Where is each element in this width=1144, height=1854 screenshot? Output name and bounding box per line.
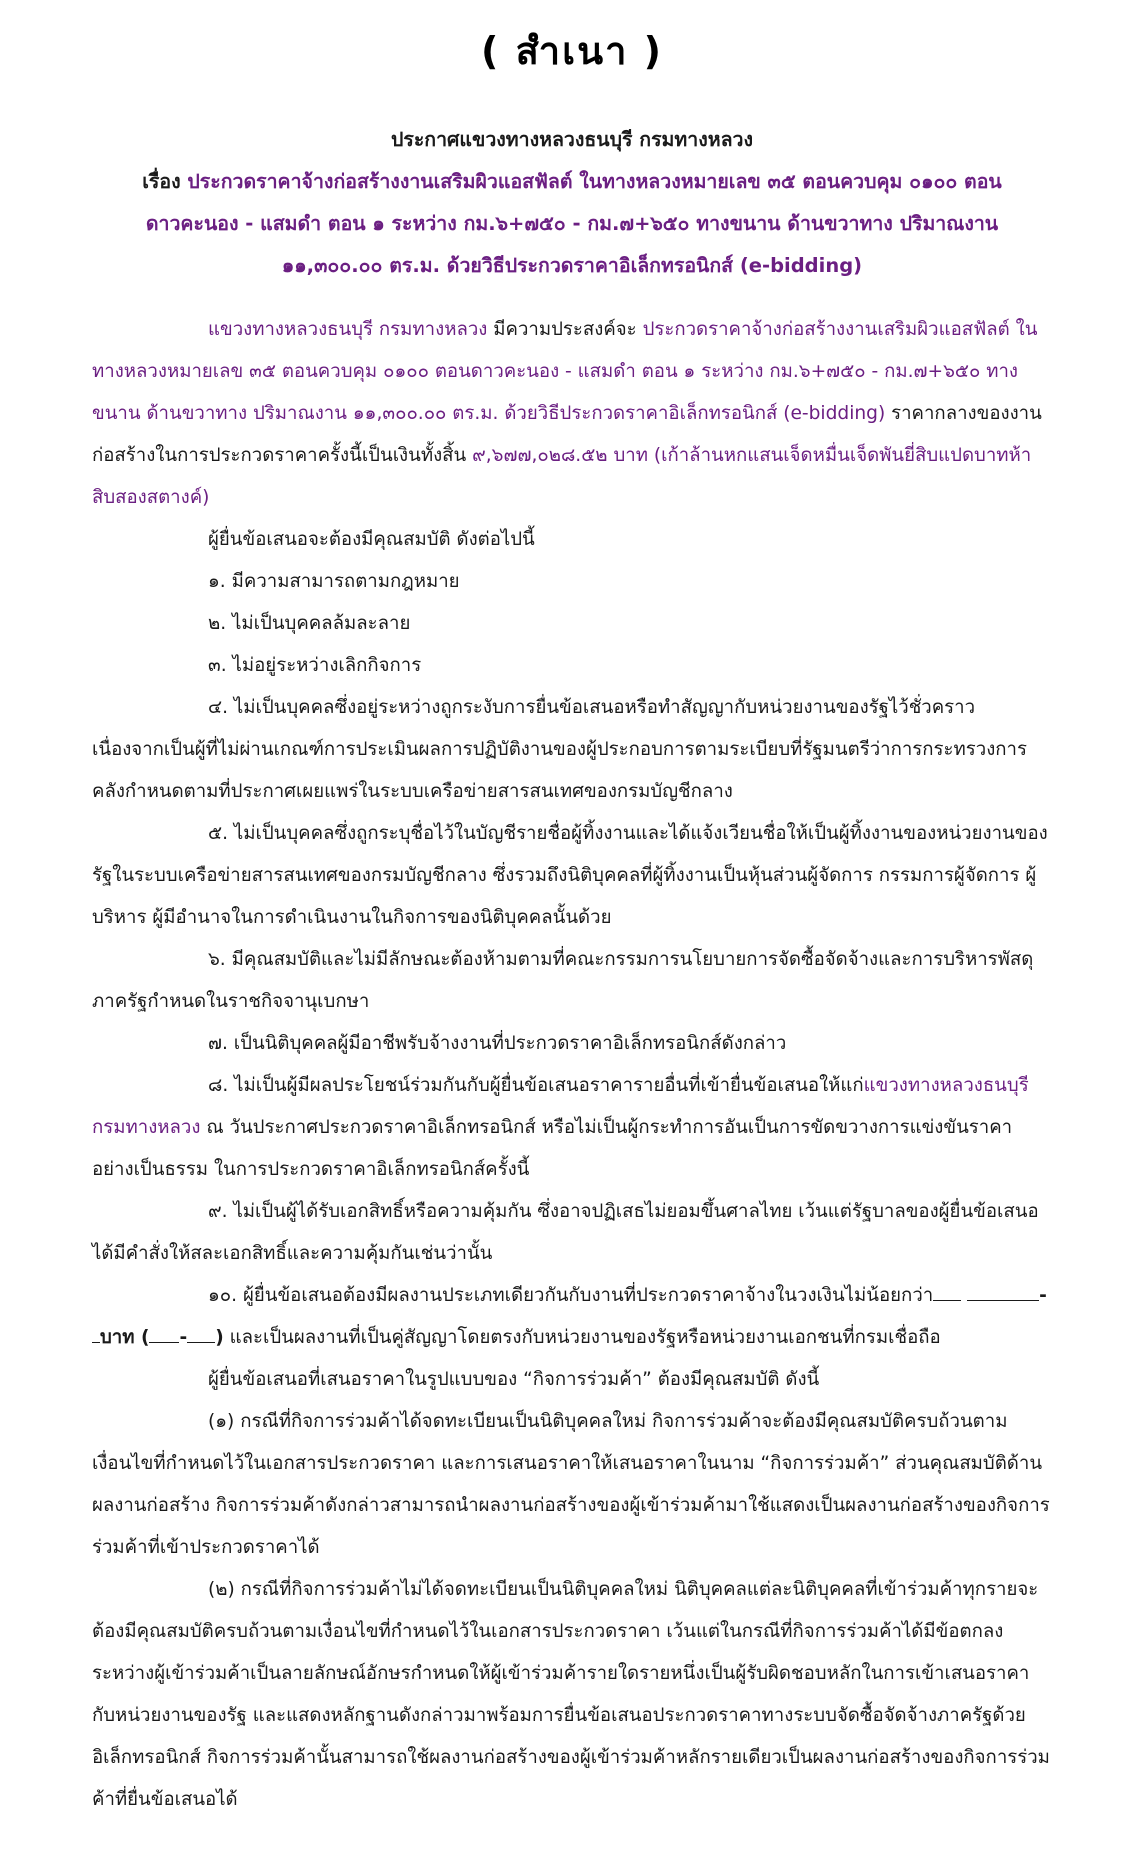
intro-agency: แขวงทางหลวงธนบุรี กรมทางหลวง	[208, 319, 488, 340]
announcement-body	[0, 309, 1144, 1821]
qualification-item-8	[92, 1065, 1052, 1191]
item10-close: )	[215, 1327, 224, 1348]
qualification-item-3: ๓. ไม่อยู่ระหว่างเลิกกิจการ	[208, 655, 422, 676]
qualification-item-6: ๖. มีคุณสมบัติและไม่มีลักษณะต้องห้ามตามที่คณะกรรมการนโยบายการจัดซื้อจัดจ้างและการบริหารพัสดุภาครัฐกำหนดในราชกิจจานุเบกษา	[92, 949, 1034, 1012]
item10-baht: บาท (	[100, 1327, 150, 1348]
qualification-item-2: ๒. ไม่เป็นบุคคลล้มละลาย	[208, 613, 411, 634]
item10-dash2: -	[179, 1327, 188, 1348]
blank-line	[187, 1320, 215, 1343]
blank-line	[149, 1320, 179, 1343]
subject-text-1: ประกวดราคาจ้างก่อสร้างงานเสริมผิวแอสฟัลต์ ในทางหลวงหมายเลข ๓๕ ตอนควบคุม ๐๑๐๐ ตอน	[187, 170, 1002, 193]
item10-text-a: ๑๐. ผู้ยื่นข้อเสนอต้องมีผลงานประเภทเดียวกันกับงานที่ประกวดราคาจ้างในวงเงินไม่น้อยกว่า	[208, 1285, 934, 1306]
announcement-subject-line1	[60, 161, 1084, 203]
item8-text-b: ณ วันประกาศประกวดราคาอิเล็กทรอนิกส์ หรือไม่เป็นผู้กระทำการอันเป็นการขัดขวางการแข่งขันราคาอย่างเป็นธรรม ในการประกวดราคาอิเล็กทรอนิกส์ครั้งนี้	[92, 1117, 1013, 1180]
intro-amount: ๙,๖๗๗,๐๒๘.๕๒ บาท (เก้าล้านหกแสนเจ็ดหมื่นเจ็ดพันยี่สิบแปดบาทห้าสิบสองสตางค์)	[92, 445, 1032, 508]
announcement-heading: ประกาศแขวงทางหลวงธนบุรี กรมทางหลวง	[390, 128, 754, 151]
blank-line	[933, 1278, 961, 1301]
joint-venture-heading: ผู้ยื่นข้อเสนอที่เสนอราคาในรูปแบบของ “กิจการร่วมค้า” ต้องมีคุณสมบัติ ดังนี้	[208, 1369, 820, 1390]
item8-agency: แขวงทางหลวงธนบุรี กรมทางหลวง	[92, 1075, 1029, 1138]
announcement-subject-line2: ดาวคะนอง - แสมดำ ตอน ๑ ระหว่าง กม.๖+๗๕๐ - กม.๗+๖๕๐ ทางขนาน ด้านขวาทาง ปริมาณงาน	[145, 212, 999, 235]
intro-price-text: ราคากลางของงานก่อสร้างในการประกวดราคาครั้งนี้เป็นเงินทั้งสิ้น	[92, 403, 1042, 466]
qualification-item-5: ๕. ไม่เป็นบุคคลซึ่งถูกระบุชื่อไว้ในบัญชีรายชื่อผู้ทิ้งงานและได้แจ้งเวียนชื่อให้เป็นผู้ทิ้งงานของหน่วยงานของรัฐในระบบเครือข่ายสารสนเทศของกรมบัญชีกลาง ซึ่งรวมถึงนิติบุคคลที่ผู้ทิ้งงานเป็นหุ้นส่วนผู้จัดการ กรรมการผู้จัดการ ผู้บริหาร ผู้มีอำนาจในการดำเนินงานในกิจการของนิติบุคคลนั้นด้วย	[92, 823, 1048, 928]
announcement-subject-line3: ๑๑,๓๐๐.๐๐ ตร.ม. ด้วยวิธีประกวดราคาอิเล็กทรอนิกส์ (e-bidding)	[281, 254, 863, 277]
qualification-item-1: ๑. มีความสามารถตามกฎหมาย	[208, 571, 460, 592]
joint-venture-case-2: (๒) กรณีที่กิจการร่วมค้าไม่ได้จดทะเบียนเป็นนิติบุคคลใหม่ นิติบุคคลแต่ละนิติบุคคลที่เข้าร่วมค้าทุกรายจะต้องมีคุณสมบัติครบถ้วนตามเงื่อนไขที่กำหนดไว้ในเอกสารประกวดราคา เว้นแต่ในกรณีที่กิจการร่วมค้าได้มีข้อตกลงระหว่างผู้เข้าร่วมค้าเป็นลายลักษณ์อักษรกำหนดให้ผู้เข้าร่วมค้ารายใดรายหนึ่งเป็นผู้รับผิดชอบหลักในการเข้าเสนอราคากับหน่วยงานของรัฐ และแสดงหลักฐานดังกล่าวมาพร้อมการยื่นข้อเสนอประกวดราคาทางระบบจัดซื้อจัดจ้างภาครัฐด้วยอิเล็กทรอนิกส์ กิจการร่วมค้านั้นสามารถใช้ผลงานก่อสร้างของผู้เข้าร่วมค้าหลักรายเดียวเป็นผลงานก่อสร้างของกิจการร่วมค้าที่ยื่นข้อเสนอได้	[92, 1579, 1050, 1810]
qualifications-heading: ผู้ยื่นข้อเสนอจะต้องมีคุณสมบัติ ดังต่อไปนี้	[208, 529, 535, 550]
subject-prefix: เรื่อง	[142, 170, 181, 193]
intro-project: ประกวดราคาจ้างก่อสร้างงานเสริมผิวแอสฟัลต์ ในทางหลวงหมายเลข ๓๕ ตอนควบคุม ๐๑๐๐ ตอนดาวคะนอง - แสมดำ ตอน ๑ ระหว่าง กม.๖+๗๕๐ - กม.๗+๖๕๐ ทางขนาน ด้านขวาทาง ปริมาณงาน ๑๑,๓๐๐.๐๐ ตร.ม. ด้วยวิธีประกวดราคาอิเล็กทรอนิกส์ (e-bidding)	[92, 319, 1038, 424]
item8-text-a: ๘. ไม่เป็นผู้มีผลประโยชน์ร่วมกันกับผู้ยื่นข้อเสนอราคารายอื่นที่เข้ายื่นข้อเสนอให้แก่	[208, 1075, 864, 1096]
intro-intent: มีความประสงค์จะ	[487, 319, 643, 340]
qualification-item-7: ๗. เป็นนิติบุคคลผู้มีอาชีพรับจ้างงานที่ประกวดราคาอิเล็กทรอนิกส์ดังกล่าว	[208, 1033, 787, 1054]
blank-line	[967, 1278, 1039, 1301]
qualification-item-4: ๔. ไม่เป็นบุคคลซึ่งอยู่ระหว่างถูกระงับการยื่นข้อเสนอหรือทำสัญญากับหน่วยงานของรัฐไว้ชั่วคราว เนื่องจากเป็นผู้ที่ไม่ผ่านเกณฑ์การประเมินผลการปฏิบัติงานของผู้ประกอบการตามระเบียบที่รัฐมนตรีว่าการกระทรวงการคลังกำหนดตามที่ประกาศเผยแพร่ในระบบเครือข่ายสารสนเทศของกรมบัญชีกลาง	[92, 697, 1027, 802]
item10-dash: -	[1039, 1285, 1047, 1306]
announcement-title	[0, 119, 1144, 287]
intro-paragraph	[92, 309, 1052, 519]
qualification-item-10	[92, 1275, 1052, 1359]
joint-venture-case-1: (๑) กรณีที่กิจการร่วมค้าได้จดทะเบียนเป็นนิติบุคคลใหม่ กิจการร่วมค้าจะต้องมีคุณสมบัติครบถ้วนตามเงื่อนไขที่กำหนดไว้ในเอกสารประกวดราคา และการเสนอราคาให้เสนอราคาในนาม “กิจการร่วมค้า” ส่วนคุณสมบัติด้านผลงานก่อสร้าง กิจการร่วมค้าดังกล่าวสามารถนำผลงานก่อสร้างของผู้เข้าร่วมค้ามาใช้แสดงเป็นผลงานก่อสร้างของกิจการร่วมค้าที่เข้าประกวดราคาได้	[92, 1411, 1050, 1558]
blank-line	[92, 1320, 100, 1343]
qualification-item-9: ๙. ไม่เป็นผู้ได้รับเอกสิทธิ์หรือความคุ้มกัน ซึ่งอาจปฏิเสธไม่ยอมขึ้นศาลไทย เว้นแต่รัฐบาลของผู้ยื่นข้อเสนอได้มีคำสั่งให้สละเอกสิทธิ์และความคุ้มกันเช่นว่านั้น	[92, 1201, 1039, 1264]
copy-mark: ( สำเนา )	[480, 29, 664, 73]
item10-text-b: และเป็นผลงานที่เป็นคู่สัญญาโดยตรงกับหน่วยงานของรัฐหรือหน่วยงานเอกชนที่กรมเชื่อถือ	[223, 1327, 941, 1348]
